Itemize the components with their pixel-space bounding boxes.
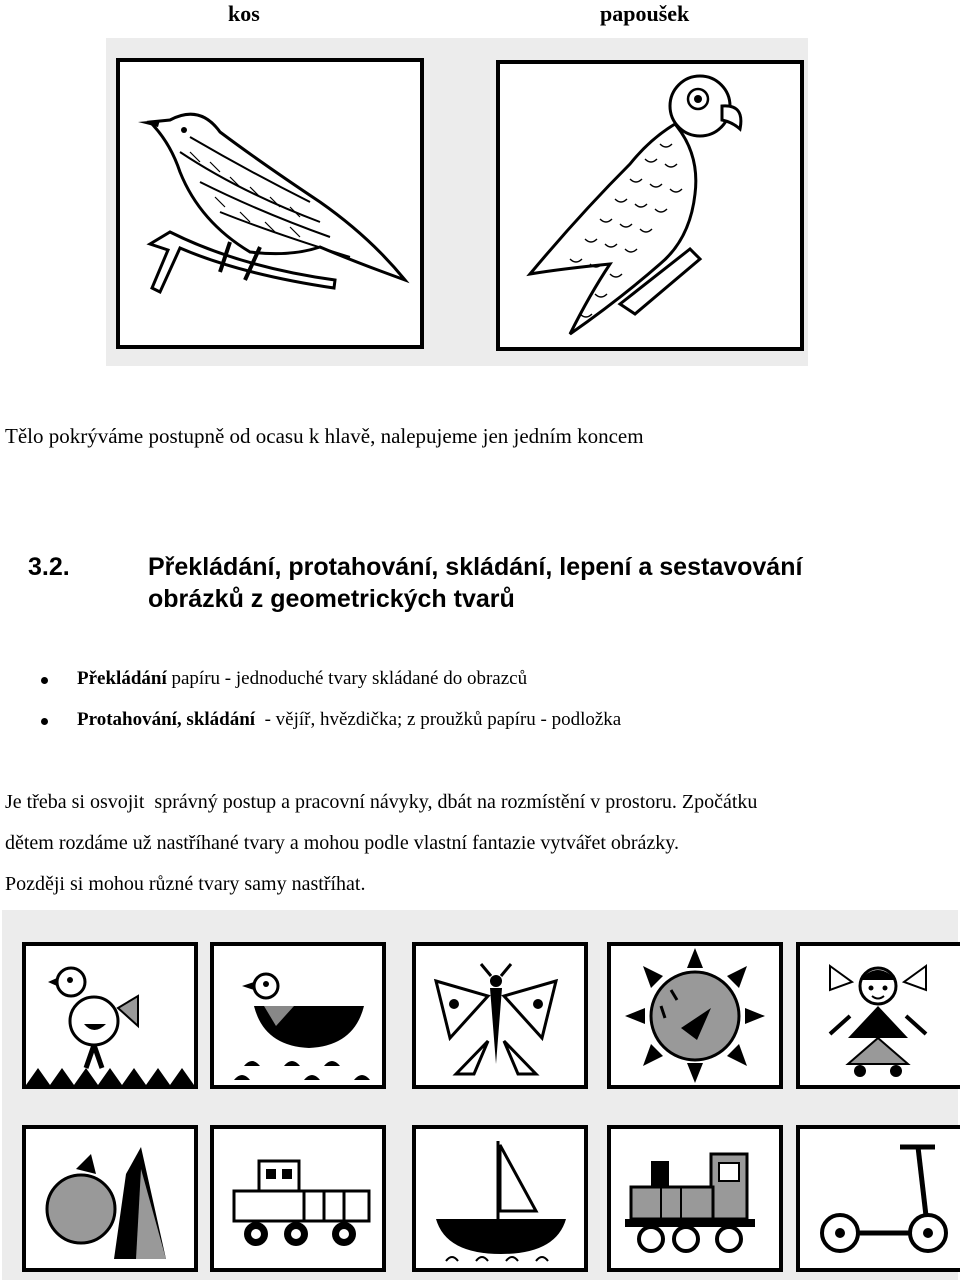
bullet-item-1 — [77, 668, 527, 690]
bird-illustrations — [106, 38, 808, 366]
parrot-picture — [496, 60, 804, 351]
section-number: 3.2. — [28, 553, 70, 581]
scooter-picture — [796, 1125, 960, 1272]
truck-icon — [214, 1129, 382, 1268]
caption-papousek: papoušek — [600, 1, 690, 26]
sailboat-picture — [412, 1125, 588, 1272]
bullet-1-text: papíru - jednoduché tvary skládané do obrazců — [166, 668, 528, 689]
chick-picture — [22, 942, 198, 1089]
paragraph-line-1: Je třeba si osvojit správný postup a pracovní návyky, dbát na rozmístění v prostoru. Zpočátku — [5, 791, 758, 813]
chick-icon — [26, 946, 194, 1085]
section-title-line2: obrázků z geometrických tvarů — [148, 585, 515, 613]
bullet-2-bold: Protahování, skládání — [77, 709, 256, 730]
doll-icon — [800, 946, 960, 1085]
bullet-item-2 — [77, 709, 621, 731]
paragraph-line-2: dětem rozdáme už nastříhané tvary a mohou podle vlastní fantazie vytvářet obrázky. — [5, 832, 679, 854]
bullet-marker-1 — [41, 677, 48, 684]
butterfly-icon — [416, 946, 584, 1085]
scooter-icon — [800, 1129, 960, 1268]
fruit-icon — [26, 1129, 194, 1268]
section-title-line1: Překládání, protahování, skládání, lepení a sestavování — [148, 553, 803, 581]
sun-picture — [607, 942, 783, 1089]
parrot-drawing — [500, 64, 800, 347]
sailboat-icon — [416, 1129, 584, 1268]
duck-picture — [210, 942, 386, 1089]
intro-text: Tělo pokrýváme postupně od ocasu k hlavě, nalepujeme jen jedním koncem — [5, 424, 644, 448]
bullet-1-bold: Překládání — [77, 668, 167, 689]
apple-pear-picture — [22, 1125, 198, 1272]
truck-picture — [210, 1125, 386, 1272]
bullet-marker-2 — [41, 718, 48, 725]
sun-icon — [611, 946, 779, 1085]
bullet-2-text: - vějíř, hvězdička; z proužků papíru - podložka — [255, 709, 622, 730]
locomotive-picture — [607, 1125, 783, 1272]
blackbird-picture — [116, 58, 424, 349]
caption-kos: kos — [228, 1, 260, 26]
doll-picture — [796, 942, 960, 1089]
duck-icon — [214, 946, 382, 1085]
locomotive-icon — [611, 1129, 779, 1268]
butterfly-picture — [412, 942, 588, 1089]
paragraph-line-3: Později si mohou různé tvary samy nastříhat. — [5, 873, 366, 895]
blackbird-drawing — [120, 62, 420, 345]
geometric-pictures — [2, 910, 958, 1280]
